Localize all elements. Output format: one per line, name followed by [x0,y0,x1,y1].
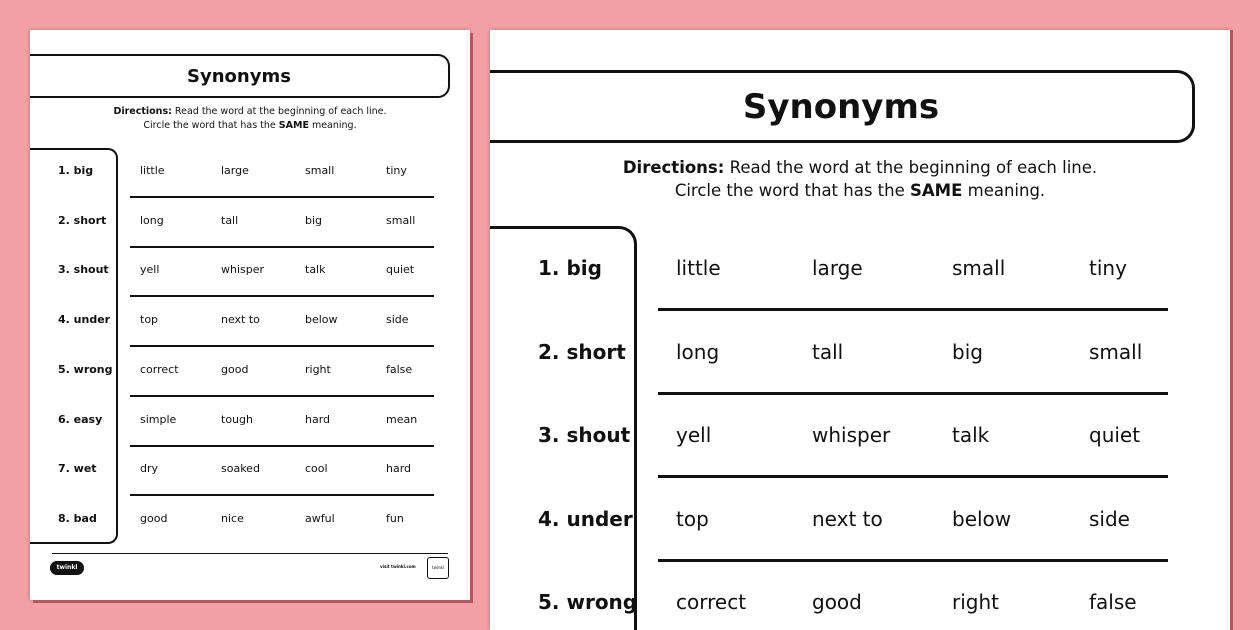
word-row [30,248,470,297]
directions-line2-start: Circle the word that has the [143,120,279,131]
word-row [30,149,470,198]
directions-label: Directions: [113,106,172,117]
answer-choice[interactable]: yell [140,263,160,277]
answer-line [130,494,434,496]
row-target-word: 1. big [538,256,602,280]
answer-line [658,475,1168,478]
answer-choice[interactable]: big [952,339,983,364]
directions-line1: Read the word at the beginning of each line. [724,158,1098,177]
answer-choice[interactable]: next to [812,506,883,531]
word-row [490,397,1230,481]
answer-choice[interactable]: below [952,506,1012,531]
answer-choice[interactable]: mean [386,412,418,426]
answer-choice[interactable]: quiet [1089,423,1141,447]
directions [490,156,1230,202]
answer-line [130,196,434,198]
answer-choice[interactable]: long [676,339,720,364]
answer-choice[interactable]: nice [221,511,244,525]
answer-choice[interactable]: next to [221,313,260,327]
word-row [490,314,1230,398]
answer-line [130,395,434,397]
word-row [490,230,1230,314]
answer-choice[interactable]: fun [386,511,404,525]
row-target-word: 7. wet [58,462,97,476]
answer-choice[interactable]: whisper [812,423,891,447]
directions-line2-end: meaning. [962,181,1046,200]
word-row [490,564,1230,630]
answer-choice[interactable]: tall [812,339,844,364]
word-row [30,447,470,496]
word-row [30,348,470,397]
worksheet-title: Synonyms [30,54,450,98]
answer-choice[interactable]: small [952,256,1006,280]
directions-same: SAME [278,120,309,131]
row-target-word: 5. wrong [58,362,113,376]
answer-choice[interactable]: side [1089,506,1130,531]
answer-choice[interactable]: tough [221,412,253,426]
footer-divider [52,553,448,554]
answer-choice[interactable]: talk [305,263,326,277]
answer-choice[interactable]: hard [305,412,331,426]
answer-choice[interactable]: large [812,256,863,280]
worksheet-title: Synonyms [490,70,1195,143]
answer-choice[interactable]: good [221,362,249,376]
answer-choice[interactable]: small [305,164,335,177]
answer-choice[interactable]: cool [305,462,328,476]
answer-choice[interactable]: top [140,313,159,327]
answer-choice[interactable]: little [140,164,165,177]
directions-line2-start: Circle the word that has the [674,181,911,200]
answer-choice[interactable]: right [305,362,331,376]
word-row [30,298,470,347]
answer-line [130,295,434,297]
word-row [30,497,470,546]
answer-choice[interactable]: correct [676,590,747,614]
answer-choice[interactable]: tall [221,213,239,227]
answer-line [658,392,1168,395]
directions-label: Directions: [622,158,725,177]
row-target-word: 6. easy [58,412,103,426]
answer-choice[interactable]: soaked [221,462,260,476]
answer-choice[interactable]: tiny [386,164,407,177]
row-target-word: 1. big [58,164,94,177]
row-target-word: 2. short [58,213,107,227]
answer-line [658,308,1168,311]
directions-same: SAME [910,181,963,200]
answer-choice[interactable]: long [140,213,164,227]
footer-badge: twinkl [427,557,449,579]
answer-line [130,445,434,447]
row-target-word: 4. under [538,506,633,531]
directions-line2-end: meaning. [308,120,357,131]
answer-choice[interactable]: awful [305,511,335,525]
answer-choice[interactable]: quiet [386,263,415,277]
answer-line [130,345,434,347]
answer-choice[interactable]: good [812,590,862,614]
answer-choice[interactable]: talk [952,423,990,447]
answer-line [658,559,1168,562]
answer-choice[interactable]: small [386,213,416,227]
answer-choice[interactable]: false [386,362,413,376]
row-target-word: 8. bad [58,511,97,525]
row-target-word: 3. shout [58,263,109,277]
answer-choice[interactable]: right [952,590,999,614]
row-target-word: 2. short [538,339,626,364]
answer-choice[interactable]: good [140,511,168,525]
answer-choice[interactable]: below [305,313,338,327]
answer-choice[interactable]: big [305,213,323,227]
answer-choice[interactable]: large [221,164,249,177]
twinkl-logo: twinkl [50,561,84,575]
word-row [30,398,470,447]
row-target-word: 5. wrong [538,590,638,614]
worksheet-preview-large [490,30,1230,630]
answer-line [130,246,434,248]
answer-choice[interactable]: dry [140,462,159,476]
answer-choice[interactable]: tiny [1089,256,1127,280]
answer-choice[interactable]: false [1089,590,1137,614]
directions [30,105,470,133]
answer-choice[interactable]: whisper [221,263,265,277]
answer-choice[interactable]: correct [140,362,179,376]
answer-choice[interactable]: hard [386,462,412,476]
answer-choice[interactable]: side [386,313,409,327]
answer-choice[interactable]: yell [676,423,712,447]
answer-choice[interactable]: top [676,506,709,531]
answer-choice[interactable]: little [676,256,721,280]
answer-choice[interactable]: simple [140,412,177,426]
row-target-word: 3. shout [538,423,631,447]
answer-choice[interactable]: small [1089,339,1143,364]
word-row [490,481,1230,565]
directions-line1: Read the word at the beginning of each line. [171,106,387,117]
worksheet-preview-small [30,30,470,600]
word-row [30,199,470,248]
footer-site-text: visit twinkl.com [380,564,416,569]
row-target-word: 4. under [58,313,111,327]
